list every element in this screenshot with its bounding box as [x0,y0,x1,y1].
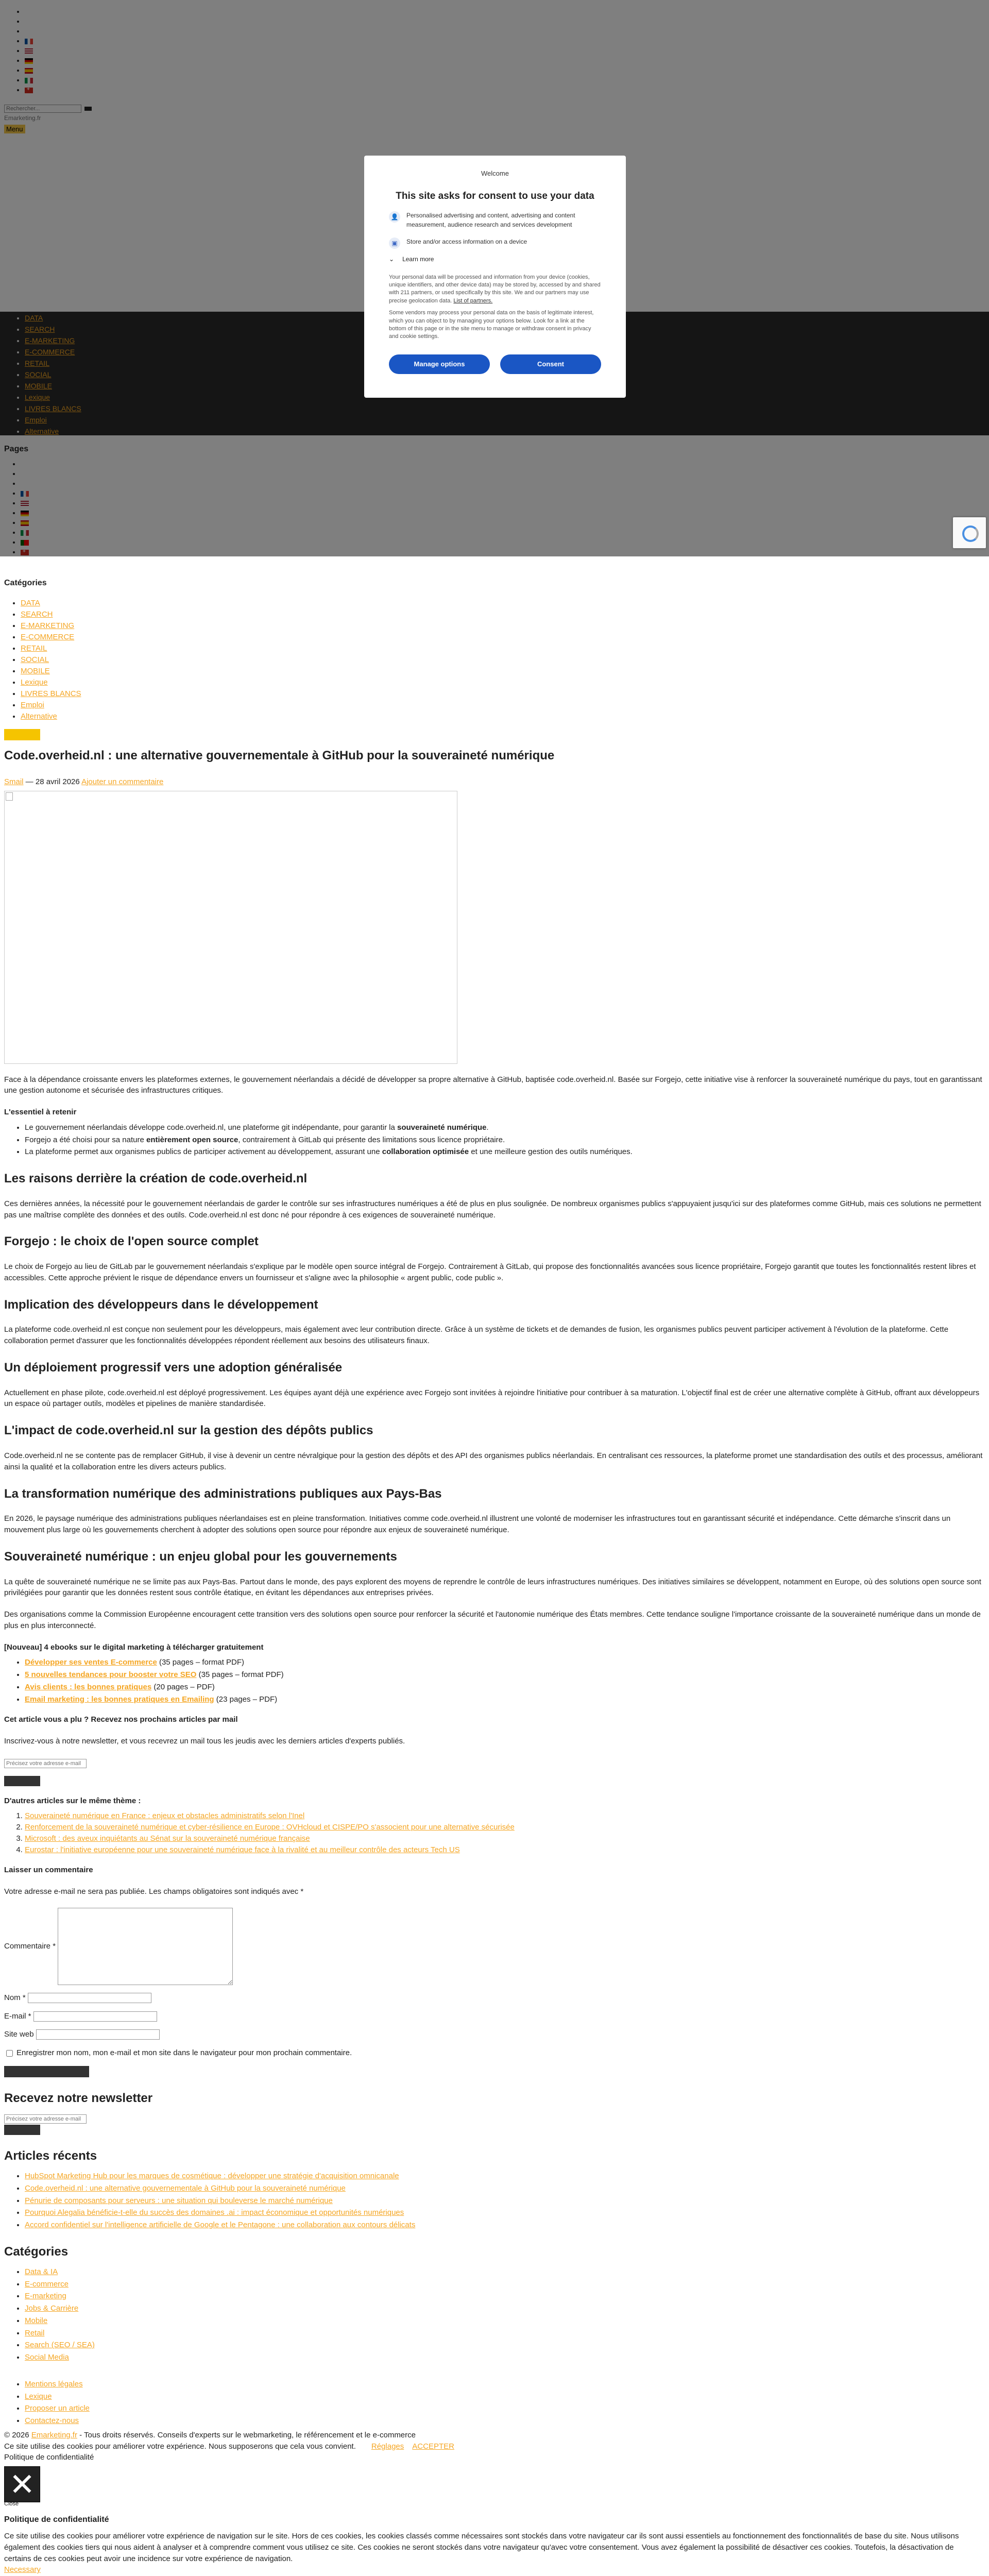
list-item [25,1833,983,1844]
categories-heading: Catégories [4,579,47,587]
footer-link-legal[interactable]: Mentions légales [25,2379,83,2388]
list-item: • Développer ses ventes E-commerce (35 pages – format PDF) [25,1657,983,1668]
footer-link-contact[interactable]: Contactez-nous [25,2416,79,2426]
section-text: La quête de souveraineté numérique ne se limite pas aux Pays-Bas. Partout dans le monde, des pays explorent des moyens de reprendre le contrôle de leurs infrastructures numériques. Des initiatives similaires se développent, notamment en Europe, où des solutions open source sont privilégiées pour garantir que les données restent sous contrôle étatique, en évitant les dépendances aux entreprises privées. [4,1577,981,1598]
ebooks-heading: [Nouveau] 4 ebooks sur le digital marketing à télécharger gratuitement [4,1642,264,1652]
list-item [25,2352,983,2363]
recent-articles-list [4,2171,983,2231]
list-item [25,2291,983,2302]
list-item [25,1844,983,1856]
list-item [25,2403,983,2414]
learn-more-label: Learn more [402,256,434,263]
consent-purpose [389,211,601,229]
recent-articles-heading: Articles récents [4,2149,97,2163]
article [4,747,983,2576]
consent-details: Your personal data will be processed and information from your device (cookies, unique identifiers, and other device data) may be stored by, accessed by and shared with 211 partners, or used specifically by this site. We and our partners may use precise geolocation data. List of partners. [389,274,601,304]
category-link[interactable]: MOBILE [21,667,50,675]
consent-button[interactable]: Consent [500,354,601,374]
category-link[interactable]: Alternative [21,712,57,721]
consent-purpose [389,238,601,249]
email-field[interactable] [33,2011,157,2022]
list-item [25,2266,983,2278]
category-link[interactable]: Emploi [21,701,44,709]
list-item: • Avis clients : les bonnes pratiques (20 pages – PDF) [25,1682,983,1693]
section-text: Le choix de Forgejo au lieu de GitLab par le gouvernement néerlandais s'explique par le modèle open source intégral de Forgejo. Contrairement à GitLab, qui propose des fonctionnalités avancées sous licence propriétaire, Forgejo garantit que toutes les fonctionnalités restent libres et accessibles. Cette approche prévient le risque de dépendance envers un fournisseur et s'aligne avec la philosophie « argent public, code public ». [4,1262,976,1282]
consent-welcome: Welcome [481,170,509,177]
person-icon: 👤 [389,211,400,223]
ebook-link[interactable]: 5 nouvelles tendances pour booster votre SEO [25,1670,197,1680]
partners-link[interactable]: List of partners. [453,297,493,304]
section-text: En 2026, le paysage numérique des administrations publiques néerlandaises est en pleine transformation. Initiatives comme code.overheid.nl illustrent une volonté de moderniser les infrastructures tout en garantissant sécurité et indépendance. Cette démarche s'inscrit dans un mouvement plus large où les gouvernements cherchent à adopter des solutions open source pour répondre aux enjeux de souveraineté numérique. [4,1514,951,1535]
email-row [4,2011,983,2022]
sidebar-category-link[interactable]: Jobs & Carrière [25,2304,79,2313]
consent-title: This site asks for consent to use your data [396,190,594,201]
category-item [21,643,81,654]
sidebar-categories-heading: Catégories [4,2244,69,2259]
section-heading: La transformation numérique des administrations publiques aux Pays-Bas [4,1486,442,1501]
privacy-label: Politique de confidentialité [4,2453,94,2462]
ebook-link[interactable]: Email marketing : les bonnes pratiques en Emailing [25,1694,214,1704]
sidebar-newsletter-input[interactable] [4,2114,87,2124]
list-item [25,1822,983,1833]
category-link[interactable]: DATA [21,599,40,607]
cookie-settings-link[interactable]: Réglages [371,2442,404,2451]
purpose-text: Personalised advertising and content, advertising and content measurement, audience research and services development [406,212,575,228]
related-link[interactable]: Eurostar : l'initiative européenne pour une souveraineté numérique face à la rivalité et au meilleur contrôle des acteurs Tech US [25,1845,460,1854]
essentiel-heading: L'essentiel à retenir [4,1108,77,1117]
newsletter-text: Inscrivez-vous à notre newsletter, et vous recevrez un mail tous les jeudis avec les derniers articles d'experts publiés. [4,1737,405,1746]
list-item [25,2391,983,2402]
list-item: • La plateforme permet aux organismes publics de participer activement au développement, assurant une collaboration optimisée et une meilleure gestion des outils numériques. [25,1146,983,1158]
comment-row [4,1908,983,1985]
broken-image-icon [6,792,13,801]
related-link[interactable]: Renforcement de la souveraineté numérique et cyber-résilience en Europe : OVHcloud et CISPE/PO s'associent pour une alternative sécurisée [25,1823,515,1832]
list-item [25,2171,983,2182]
list-item [25,2303,983,2314]
essentiel-list [4,1122,983,1158]
necessary-link[interactable]: Necessary [4,2565,41,2574]
manage-options-button[interactable]: Manage options [389,354,490,374]
list-item [25,2340,983,2351]
category-link[interactable]: SOCIAL [21,655,49,664]
sidebar-category-link[interactable]: E-commerce [25,2279,69,2289]
recent-article-link[interactable]: Code.overheid.nl : une alternative gouvernementale à GitHub pour la souveraineté numérique [25,2183,346,2193]
newsletter-email-input[interactable] [4,1759,87,1768]
newsletter-heading: Cet article vous a plu ? Recevez nos prochains articles par mail [4,1715,238,1724]
website-row [4,2029,983,2040]
category-item [21,677,81,688]
related-link[interactable]: Microsoft : des aveux inquiétants au Sénat sur la souveraineté numérique française [25,1834,310,1843]
ebook-link[interactable]: Développer ses ventes E-commerce [25,1658,157,1667]
list-item: • Le gouvernement néerlandais développe code.overheid.nl, une plateforme git indépendante, pour garantir la souveraineté numérique. [25,1122,983,1133]
category-item [21,620,81,632]
cookie-notice [4,2441,983,2452]
article-date: — 28 avril 2026 [23,777,82,786]
section-text: Code.overheid.nl ne se contente pas de remplacer GitHub, il vise à devenir un centre névralgique pour la gestion des dépôts et des API des organismes publics néerlandais. En centralisant ces ressources, la plateforme promet une standardisation des outils et des processus, améliorant ainsi la qualité et la collaboration entre les divers acteurs publics. [4,1451,983,1471]
categories-list [0,598,81,722]
save-info-row [4,2047,983,2059]
category-link[interactable]: SEARCH [21,610,53,619]
category-item [21,688,81,700]
list-item [25,2219,983,2231]
ebooks-list [4,1657,983,1705]
section-heading: L'impact de code.overheid.nl sur la gestion des dépôts publics [4,1423,373,1438]
footer-link-lexique[interactable]: Lexique [25,2392,52,2401]
list-item [25,2415,983,2427]
category-link[interactable]: Lexique [21,678,48,687]
category-item [21,609,81,620]
recent-article-link[interactable]: Pourquoi Alegalia bénéficie-t-elle du succès des domaines .ai : impact économique et opportunités numériques [25,2208,404,2217]
purpose-text: Store and/or access information on a device [406,238,527,246]
list-item [25,2207,983,2218]
learn-more-row[interactable] [389,255,601,264]
privacy-text: Ce site utilise des cookies pour améliorer votre expérience de navigation sur le site. Hors de ces cookies, les cookies classés comme nécessaires sont stockés dans votre navigateur car ils sont aussi essentiels au fonctionnement des fonctionnalités de base du site. Nous utilisons également des cookies tiers qui nous aident à analyser et à comprendre comment vous utilisez ce site. Ces cookies ne seront stockés dans votre navigateur qu'avec votre consentement. Vous avez également la possibilité de désactiver ces cookies. Toutefois, la désactivation de certains de ces cookies peut avoir une incidence sur votre expérience de navigation. [4,2532,959,2563]
list-item [25,2328,983,2339]
recent-article-link[interactable]: HubSpot Marketing Hub pour les marques de cosmétique : développer une stratégie d'acquisition omnicanale [25,2172,399,2181]
post-comment-button[interactable] [4,2066,89,2077]
section-text: Ces dernières années, la nécessité pour le gouvernement néerlandais de garder le contrôle sur ses infrastructures numériques a été de plus en plus soulignée. De nombreux organismes publics s'appuyaient jusqu'ici sur des plateformes comme GitHub, mais ces solutions ne permettent pas une maîtrise complète des données et des outils. Code.overheid.nl est donc né pour répondre à ces exigences de souveraineté numérique. [4,1199,981,1219]
comment-label: Commentaire * [4,1942,56,1951]
name-row [4,1992,983,2004]
article-meta [4,776,983,788]
section-heading: Implication des développeurs dans le développement [4,1297,318,1312]
category-item [21,666,81,677]
section-heading: Souveraineté numérique : un enjeu global pour les gouvernements [4,1549,397,1564]
category-link[interactable]: E-COMMERCE [21,633,75,641]
section-text: Actuellement en phase pilote, code.overheid.nl est déployé progressivement. Les équipes ayant déjà une expérience avec Forgejo sont invitées à rejoindre l'initiative pour contribuer à sa maturation. L'objectif final est de créer une alternative complète à GitHub, offrant aux développeurs un espace où partager outils, modèles et pipelines de manière standardisée. [4,1388,980,1409]
article-image [4,791,457,1064]
consent-details-2: Some vendors may process your personal data on the basis of legitimate interest, which you can object to by managing your options below. Look for a link at the bottom of this page or in the site menu to manage or withdraw consent in privacy and cookie settings. [389,310,594,340]
add-comment-link[interactable]: Ajouter un commentaire [81,777,164,786]
list-item [25,2195,983,2207]
ebook-link[interactable]: Avis clients : les bonnes pratiques [25,1682,152,1691]
sidebar-categories-list [4,2266,983,2363]
consent-dialog [364,156,626,398]
recaptcha-badge[interactable] [953,517,986,548]
cookie-accept-link[interactable]: ACCEPTER [412,2442,454,2451]
list-item: • 5 nouvelles tendances pour booster votre SEO (35 pages – format PDF) [25,1669,983,1681]
footer-link-propose[interactable]: Proposer un article [25,2404,90,2413]
consent-buttons [389,354,601,374]
comment-note: Votre adresse e-mail ne sera pas publiée. Les champs obligatoires sont indiqués avec * [4,1887,304,1896]
copyright: © 2026 Emarketing.fr - Tous droits réservés. Conseils d'experts sur le webmarketing, le référencement et le e-commerce [4,2430,416,2439]
privacy-heading: Politique de confidentialité [4,2515,109,2524]
list-item [25,2315,983,2327]
list-item [25,1810,983,1822]
sidebar-newsletter-heading: Recevez notre newsletter [4,2091,153,2105]
category-item [21,654,81,666]
category-item [21,598,81,609]
list-item: • Forgejo a été choisi pour sa nature entièrement open source, contrairement à GitLab qui présente des limitations sous licence propriétaire. [25,1134,983,1146]
copyright-link[interactable]: Emarketing.fr [31,2430,77,2439]
name-label: Nom * [4,1993,26,2002]
sidebar-category-link[interactable]: Retail [25,2328,45,2337]
device-icon: ▣ [389,238,400,249]
list-item [25,2183,983,2194]
name-field[interactable] [28,1993,151,2003]
list-item [25,2379,983,2390]
comment-textarea[interactable] [58,1908,233,1985]
close-label: Close [4,2501,19,2507]
sidebar-category-link[interactable]: Mobile [25,2316,48,2325]
category-link[interactable]: RETAIL [21,644,47,653]
related-link[interactable]: Souveraineté numérique en France : enjeux et obstacles administratifs selon l'Inel [25,1811,305,1821]
comment-heading: Laisser un commentaire [4,1866,93,1875]
cookie-text: Ce site utilise des cookies pour améliorer votre expérience. Nous supposerons que cela vous convient. [4,2442,356,2451]
sidebar-category-link[interactable]: Data & IA [25,2267,58,2276]
category-link[interactable]: LIVRES BLANCS [21,689,81,698]
section-heading: Un déploiement progressif vers une adoption généralisée [4,1360,343,1375]
website-label: Site web [4,2030,34,2039]
sidebar-category-link[interactable]: Search (SEO / SEA) [25,2341,95,2350]
footer-links [4,2379,983,2427]
close-icon[interactable]: ✕ [4,2466,40,2502]
website-field[interactable] [36,2029,160,2040]
section-text: La plateforme code.overheid.nl est conçue non seulement pour les développeurs, mais également avec leur contribution directe. Grâce à un système de tickets et de demandes de fusion, les organismes publics peuvent participer activement à l'évolution de la plateforme. Cette collaboration permet d'assurer que les fonctionnalités développées répondent réellement aux besoins des utilisateurs finaux. [4,1325,949,1346]
section-heading: Forgejo : le choix de l'open source complet [4,1234,259,1249]
author-link[interactable]: Smail [4,777,24,786]
related-heading: D'autres articles sur le même thème : [4,1796,141,1805]
category-link[interactable]: E-MARKETING [21,621,75,630]
category-item [21,711,81,722]
sidebar-newsletter-button[interactable] [4,2125,40,2135]
related-list [4,1810,983,1855]
chevron-down-icon: ⌄ [389,256,395,263]
list-item: • Email marketing : les bonnes pratiques en Emailing (23 pages – PDF) [25,1694,983,1705]
newsletter-submit-button[interactable] [4,1776,40,1786]
section-text: Des organisations comme la Commission Européenne encouragent cette transition vers des solutions open source pour renforcer la sécurité et l'autonomie numérique des États membres. Cette tendance souligne l'importance croissante de la souveraineté numérique dans un monde de plus en plus interconnecté. [4,1610,981,1630]
sidebar-category-link[interactable]: Social Media [25,2353,69,2362]
section-heading: Les raisons derrière la création de code.overheid.nl [4,1172,308,1186]
email-label: E-mail * [4,2011,31,2021]
recent-article-link[interactable]: Accord confidentiel sur l'intelligence artificielle de Google et le Pentagone : une collaboration aux contours délicats [25,2221,416,2230]
category-item [21,700,81,711]
article-intro: Face à la dépendance croissante envers les plateformes externes, le gouvernement néerlandais a décidé de développer sa propre alternative à GitHub, baptisée code.overheid.nl. Basée sur Forgejo, cette initiative vise à renforcer la souveraineté numérique du pays, tout en garantissant une gestion autonome et sécurisée des infrastructures critiques. [4,1075,982,1095]
category-item [21,632,81,643]
article-title: Code.overheid.nl : une alternative gouvernementale à GitHub pour la souveraineté numérique [4,749,555,762]
sidebar-category-link[interactable]: E-marketing [25,2292,66,2301]
save-info-checkbox[interactable] [6,2050,13,2057]
list-item [25,2279,983,2290]
back-to-top-button[interactable] [4,729,40,740]
save-info-label: Enregistrer mon nom, mon e-mail et mon site dans le navigateur pour mon prochain commentaire. [16,2048,352,2058]
recent-article-link[interactable]: Pénurie de composants pour serveurs : une situation qui bouleverse le marché numérique [25,2196,333,2205]
